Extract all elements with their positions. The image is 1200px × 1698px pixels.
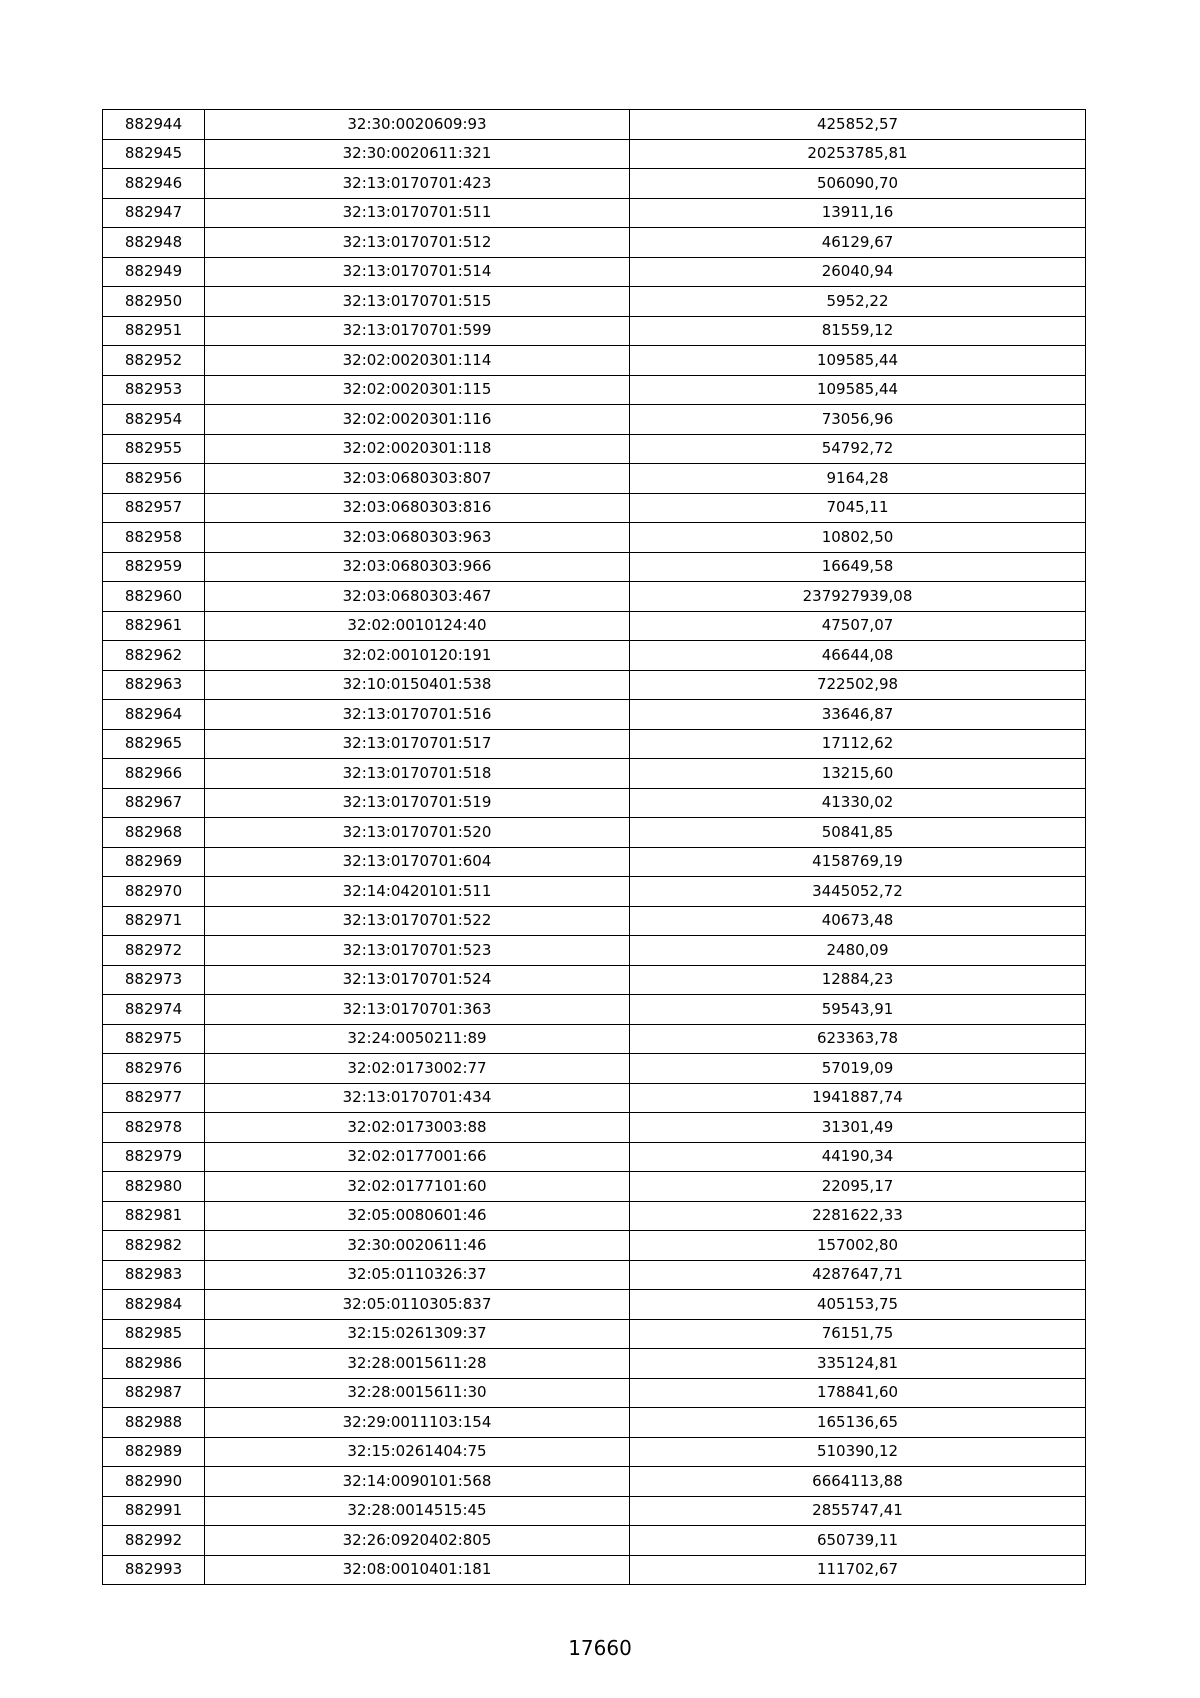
- value-cell: 41330,02: [630, 788, 1086, 818]
- table-row: [103, 1054, 1086, 1084]
- table-row: [103, 552, 1086, 582]
- value-cell: 33646,87: [630, 700, 1086, 730]
- table-row: [103, 316, 1086, 346]
- table-row: [103, 1555, 1086, 1585]
- row-id-cell: 882992: [103, 1526, 205, 1556]
- row-id-cell: 882953: [103, 375, 205, 405]
- row-id-cell: 882984: [103, 1290, 205, 1320]
- value-cell: 46644,08: [630, 641, 1086, 671]
- value-cell: 6664113,88: [630, 1467, 1086, 1497]
- value-cell: 2855747,41: [630, 1496, 1086, 1526]
- row-id-cell: 882973: [103, 965, 205, 995]
- table-row: [103, 700, 1086, 730]
- row-id-cell: 882958: [103, 523, 205, 553]
- cadastral-number-cell: 32:13:0170701:599: [205, 316, 630, 346]
- table-row: [103, 1172, 1086, 1202]
- row-id-cell: 882990: [103, 1467, 205, 1497]
- table-row: [103, 257, 1086, 287]
- table-row: [103, 169, 1086, 199]
- row-id-cell: 882980: [103, 1172, 205, 1202]
- table-row: [103, 611, 1086, 641]
- value-cell: 109585,44: [630, 375, 1086, 405]
- value-cell: 54792,72: [630, 434, 1086, 464]
- table-row: [103, 1408, 1086, 1438]
- value-cell: 10802,50: [630, 523, 1086, 553]
- cadastral-number-cell: 32:02:0010120:191: [205, 641, 630, 671]
- value-cell: 335124,81: [630, 1349, 1086, 1379]
- row-id-cell: 882966: [103, 759, 205, 789]
- table-row: [103, 818, 1086, 848]
- row-id-cell: 882963: [103, 670, 205, 700]
- cadastral-number-cell: 32:05:0110326:37: [205, 1260, 630, 1290]
- row-id-cell: 882983: [103, 1260, 205, 1290]
- row-id-cell: 882987: [103, 1378, 205, 1408]
- cadastral-number-cell: 32:30:0020609:93: [205, 110, 630, 140]
- row-id-cell: 882988: [103, 1408, 205, 1438]
- row-id-cell: 882969: [103, 847, 205, 877]
- cadastral-number-cell: 32:30:0020611:321: [205, 139, 630, 169]
- value-cell: 165136,65: [630, 1408, 1086, 1438]
- value-cell: 13215,60: [630, 759, 1086, 789]
- value-cell: 623363,78: [630, 1024, 1086, 1054]
- cadastral-number-cell: 32:24:0050211:89: [205, 1024, 630, 1054]
- cadastral-number-cell: 32:02:0020301:118: [205, 434, 630, 464]
- value-cell: 16649,58: [630, 552, 1086, 582]
- table-row: [103, 847, 1086, 877]
- cadastral-number-cell: 32:02:0173002:77: [205, 1054, 630, 1084]
- row-id-cell: 882986: [103, 1349, 205, 1379]
- table-row: [103, 582, 1086, 612]
- cadastral-number-cell: 32:03:0680303:816: [205, 493, 630, 523]
- row-id-cell: 882961: [103, 611, 205, 641]
- table-body: [103, 110, 1086, 1585]
- cadastral-number-cell: 32:14:0420101:511: [205, 877, 630, 907]
- cadastral-number-cell: 32:26:0920402:805: [205, 1526, 630, 1556]
- cadastral-number-cell: 32:28:0015611:30: [205, 1378, 630, 1408]
- value-cell: 59543,91: [630, 995, 1086, 1025]
- table-row: [103, 287, 1086, 317]
- cadastral-number-cell: 32:13:0170701:518: [205, 759, 630, 789]
- table-row: [103, 1349, 1086, 1379]
- row-id-cell: 882974: [103, 995, 205, 1025]
- cadastral-number-cell: 32:14:0090101:568: [205, 1467, 630, 1497]
- value-cell: 425852,57: [630, 110, 1086, 140]
- value-cell: 13911,16: [630, 198, 1086, 228]
- value-cell: 510390,12: [630, 1437, 1086, 1467]
- table-row: [103, 110, 1086, 140]
- value-cell: 50841,85: [630, 818, 1086, 848]
- table-row: [103, 906, 1086, 936]
- table-row: [103, 1290, 1086, 1320]
- table-row: [103, 1496, 1086, 1526]
- row-id-cell: 882946: [103, 169, 205, 199]
- row-id-cell: 882970: [103, 877, 205, 907]
- value-cell: 178841,60: [630, 1378, 1086, 1408]
- value-cell: 17112,62: [630, 729, 1086, 759]
- table-row: [103, 1437, 1086, 1467]
- row-id-cell: 882955: [103, 434, 205, 464]
- cadastral-number-cell: 32:03:0680303:966: [205, 552, 630, 582]
- row-id-cell: 882989: [103, 1437, 205, 1467]
- table-row: [103, 1201, 1086, 1231]
- value-cell: 44190,34: [630, 1142, 1086, 1172]
- value-cell: 722502,98: [630, 670, 1086, 700]
- table-row: [103, 788, 1086, 818]
- row-id-cell: 882971: [103, 906, 205, 936]
- table-row: [103, 641, 1086, 671]
- cadastral-number-cell: 32:29:0011103:154: [205, 1408, 630, 1438]
- value-cell: 3445052,72: [630, 877, 1086, 907]
- cadastral-number-cell: 32:13:0170701:512: [205, 228, 630, 258]
- row-id-cell: 882956: [103, 464, 205, 494]
- cadastral-number-cell: 32:02:0177001:66: [205, 1142, 630, 1172]
- table-row: [103, 936, 1086, 966]
- table-row: [103, 346, 1086, 376]
- table-row: [103, 1526, 1086, 1556]
- row-id-cell: 882979: [103, 1142, 205, 1172]
- cadastral-number-cell: 32:03:0680303:963: [205, 523, 630, 553]
- row-id-cell: 882982: [103, 1231, 205, 1261]
- table-row: [103, 759, 1086, 789]
- cadastral-number-cell: 32:13:0170701:524: [205, 965, 630, 995]
- row-id-cell: 882949: [103, 257, 205, 287]
- row-id-cell: 882977: [103, 1083, 205, 1113]
- table-row: [103, 464, 1086, 494]
- cadastral-number-cell: 32:28:0015611:28: [205, 1349, 630, 1379]
- row-id-cell: 882968: [103, 818, 205, 848]
- row-id-cell: 882952: [103, 346, 205, 376]
- row-id-cell: 882950: [103, 287, 205, 317]
- value-cell: 46129,67: [630, 228, 1086, 258]
- table-row: [103, 198, 1086, 228]
- cadastral-number-cell: 32:13:0170701:523: [205, 936, 630, 966]
- value-cell: 2480,09: [630, 936, 1086, 966]
- table-row: [103, 493, 1086, 523]
- value-cell: 4158769,19: [630, 847, 1086, 877]
- table-row: [103, 523, 1086, 553]
- cadastral-number-cell: 32:13:0170701:522: [205, 906, 630, 936]
- cadastral-number-cell: 32:03:0680303:467: [205, 582, 630, 612]
- table-row: [103, 729, 1086, 759]
- row-id-cell: 882975: [103, 1024, 205, 1054]
- table-row: [103, 1467, 1086, 1497]
- value-cell: 31301,49: [630, 1113, 1086, 1143]
- table-row: [103, 670, 1086, 700]
- table-row: [103, 877, 1086, 907]
- cadastral-number-cell: 32:08:0010401:181: [205, 1555, 630, 1585]
- value-cell: 7045,11: [630, 493, 1086, 523]
- row-id-cell: 882945: [103, 139, 205, 169]
- value-cell: 76151,75: [630, 1319, 1086, 1349]
- table-row: [103, 1260, 1086, 1290]
- table-row: [103, 1231, 1086, 1261]
- table-row: [103, 1378, 1086, 1408]
- row-id-cell: 882957: [103, 493, 205, 523]
- table-row: [103, 1024, 1086, 1054]
- value-cell: 73056,96: [630, 405, 1086, 435]
- value-cell: 26040,94: [630, 257, 1086, 287]
- value-cell: 22095,17: [630, 1172, 1086, 1202]
- cadastral-number-cell: 32:13:0170701:515: [205, 287, 630, 317]
- value-cell: 5952,22: [630, 287, 1086, 317]
- cadastral-number-cell: 32:10:0150401:538: [205, 670, 630, 700]
- cadastral-number-cell: 32:02:0020301:115: [205, 375, 630, 405]
- cadastral-number-cell: 32:13:0170701:519: [205, 788, 630, 818]
- row-id-cell: 882991: [103, 1496, 205, 1526]
- cadastral-number-cell: 32:05:0080601:46: [205, 1201, 630, 1231]
- table-row: [103, 228, 1086, 258]
- value-cell: 9164,28: [630, 464, 1086, 494]
- row-id-cell: 882948: [103, 228, 205, 258]
- row-id-cell: 882978: [103, 1113, 205, 1143]
- value-cell: 405153,75: [630, 1290, 1086, 1320]
- table-row: [103, 139, 1086, 169]
- cadastral-number-cell: 32:02:0173003:88: [205, 1113, 630, 1143]
- cadastral-number-cell: 32:13:0170701:517: [205, 729, 630, 759]
- row-id-cell: 882947: [103, 198, 205, 228]
- value-cell: 111702,67: [630, 1555, 1086, 1585]
- table-row: [103, 1319, 1086, 1349]
- table-row: [103, 1142, 1086, 1172]
- row-id-cell: 882985: [103, 1319, 205, 1349]
- cadastral-number-cell: 32:02:0010124:40: [205, 611, 630, 641]
- cadastral-number-cell: 32:13:0170701:363: [205, 995, 630, 1025]
- table-row: [103, 375, 1086, 405]
- row-id-cell: 882960: [103, 582, 205, 612]
- cadastral-number-cell: 32:13:0170701:514: [205, 257, 630, 287]
- row-id-cell: 882972: [103, 936, 205, 966]
- data-table: [102, 109, 1086, 1585]
- value-cell: 20253785,81: [630, 139, 1086, 169]
- value-cell: 1941887,74: [630, 1083, 1086, 1113]
- value-cell: 40673,48: [630, 906, 1086, 936]
- row-id-cell: 882981: [103, 1201, 205, 1231]
- cadastral-number-cell: 32:13:0170701:516: [205, 700, 630, 730]
- cadastral-number-cell: 32:13:0170701:434: [205, 1083, 630, 1113]
- cadastral-number-cell: 32:02:0020301:114: [205, 346, 630, 376]
- cadastral-number-cell: 32:13:0170701:423: [205, 169, 630, 199]
- cadastral-number-cell: 32:15:0261404:75: [205, 1437, 630, 1467]
- table-row: [103, 1113, 1086, 1143]
- value-cell: 650739,11: [630, 1526, 1086, 1556]
- row-id-cell: 882944: [103, 110, 205, 140]
- cadastral-number-cell: 32:02:0177101:60: [205, 1172, 630, 1202]
- value-cell: 57019,09: [630, 1054, 1086, 1084]
- cadastral-number-cell: 32:15:0261309:37: [205, 1319, 630, 1349]
- cadastral-number-cell: 32:28:0014515:45: [205, 1496, 630, 1526]
- cadastral-number-cell: 32:13:0170701:511: [205, 198, 630, 228]
- row-id-cell: 882967: [103, 788, 205, 818]
- row-id-cell: 882976: [103, 1054, 205, 1084]
- row-id-cell: 882962: [103, 641, 205, 671]
- value-cell: 237927939,08: [630, 582, 1086, 612]
- cadastral-number-cell: 32:03:0680303:807: [205, 464, 630, 494]
- table-row: [103, 405, 1086, 435]
- cadastral-number-cell: 32:05:0110305:837: [205, 1290, 630, 1320]
- table-row: [103, 1083, 1086, 1113]
- row-id-cell: 882959: [103, 552, 205, 582]
- cadastral-number-cell: 32:30:0020611:46: [205, 1231, 630, 1261]
- value-cell: 157002,80: [630, 1231, 1086, 1261]
- table-row: [103, 995, 1086, 1025]
- value-cell: 4287647,71: [630, 1260, 1086, 1290]
- cadastral-number-cell: 32:02:0020301:116: [205, 405, 630, 435]
- row-id-cell: 882965: [103, 729, 205, 759]
- page-number: 17660: [568, 1636, 632, 1660]
- cadastral-number-cell: 32:13:0170701:604: [205, 847, 630, 877]
- row-id-cell: 882954: [103, 405, 205, 435]
- row-id-cell: 882993: [103, 1555, 205, 1585]
- table-row: [103, 965, 1086, 995]
- row-id-cell: 882951: [103, 316, 205, 346]
- table-row: [103, 434, 1086, 464]
- value-cell: 12884,23: [630, 965, 1086, 995]
- value-cell: 109585,44: [630, 346, 1086, 376]
- value-cell: 81559,12: [630, 316, 1086, 346]
- value-cell: 506090,70: [630, 169, 1086, 199]
- value-cell: 2281622,33: [630, 1201, 1086, 1231]
- row-id-cell: 882964: [103, 700, 205, 730]
- value-cell: 47507,07: [630, 611, 1086, 641]
- cadastral-number-cell: 32:13:0170701:520: [205, 818, 630, 848]
